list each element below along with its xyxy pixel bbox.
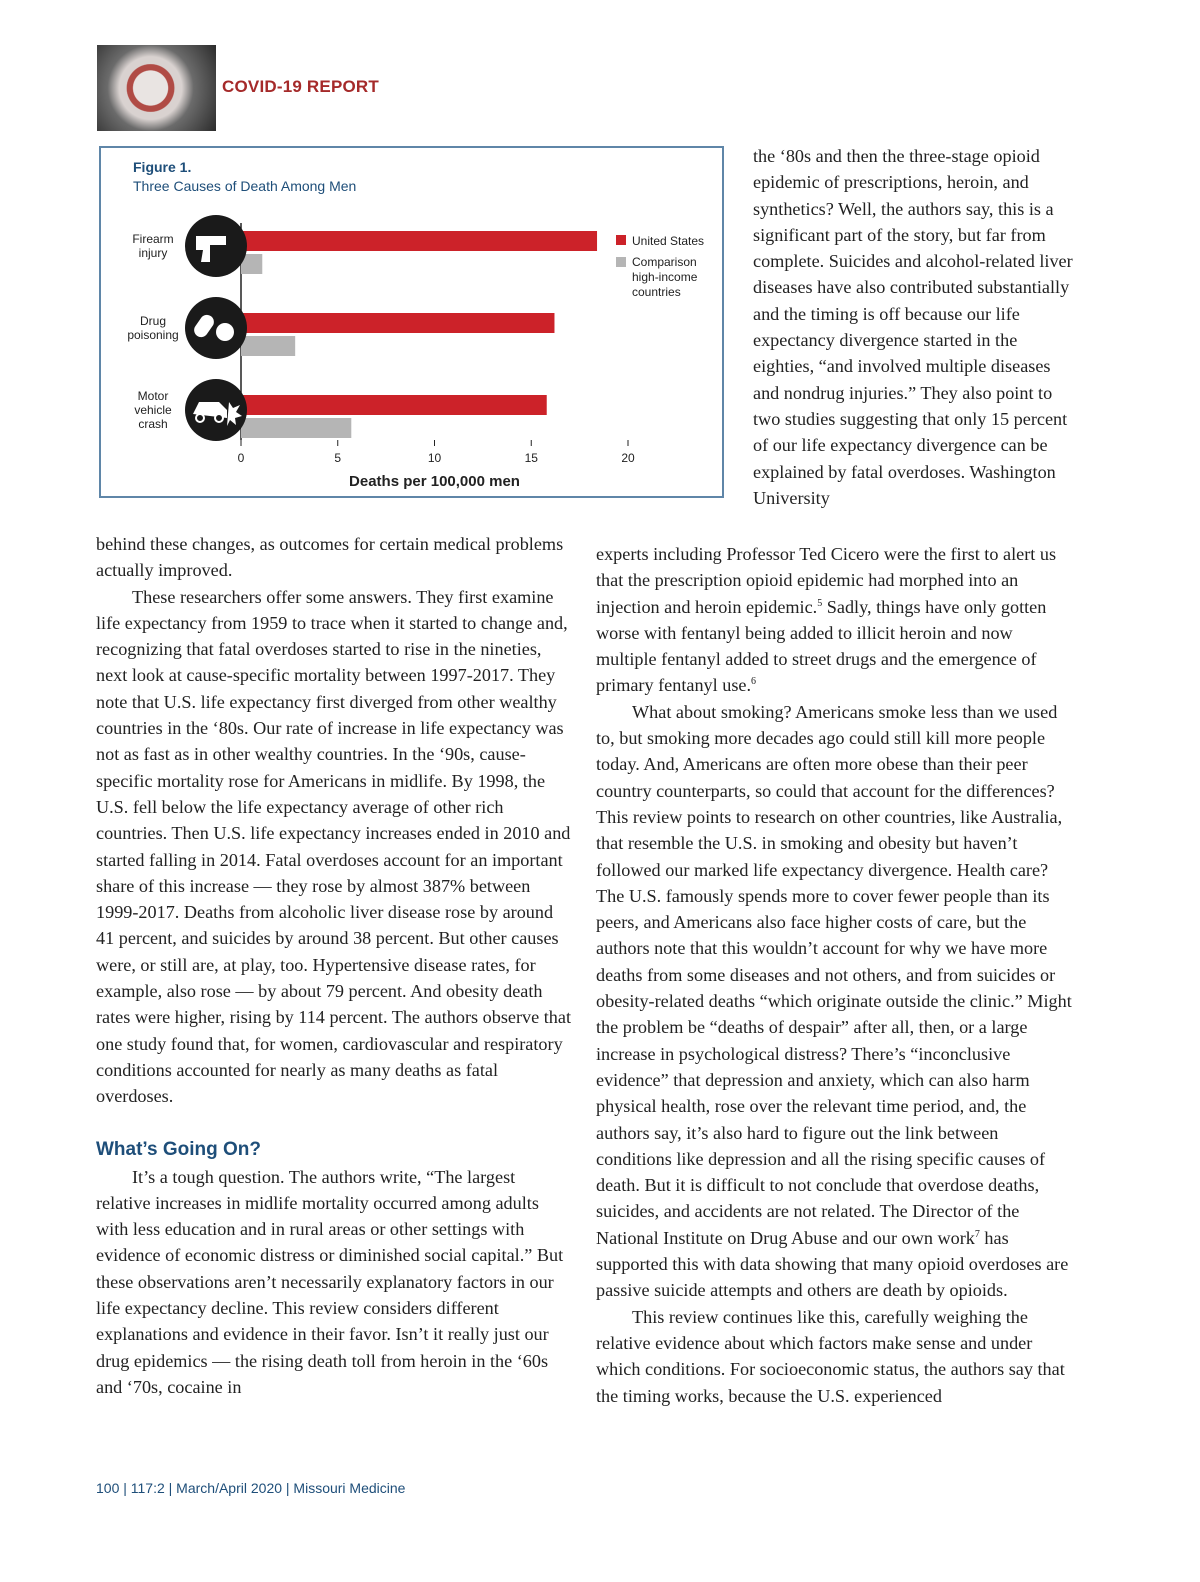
- legend-swatch-comparison: [616, 257, 626, 267]
- pill-glyph: [216, 323, 234, 341]
- x-tick-label: 0: [237, 451, 245, 465]
- paragraph: [596, 699, 1074, 1304]
- legend-label-comparison: Comparison: [632, 255, 697, 269]
- category-label: Drug: [139, 314, 167, 328]
- section-heading: What’s Going On?: [96, 1138, 261, 1160]
- figure-1: [99, 146, 724, 498]
- paragraph: [596, 541, 1074, 699]
- left-column: [96, 531, 573, 1400]
- bar-comparison: [241, 418, 351, 438]
- x-tick-label: 5: [334, 451, 342, 465]
- category-label: injury: [138, 246, 168, 260]
- paragraph-text: Sadly, things have only gotten worse with fentanyl being added to illicit heroin and now multiple fentanyl added to street drugs and the emergence of primary fentanyl use.: [596, 596, 1047, 696]
- paragraph: This review continues like this, carefully weighing the relative evidence about which factors make sense and under which conditions. For socioeconomic status, the authors say that the timing works, because the U.S. experienced: [596, 1306, 1065, 1406]
- bar-us: [241, 313, 554, 333]
- paragraph: These researchers offer some answers. They first examine life expectancy from 1959 to trace when it started to change and, recognizing that fatal overdoses started to rise in the nineties, next look at cause-specific mortality between 1997-2017. They note that U.S. life expectancy first diverged from other wealthy countries in the ‘80s. Our rate of increase in life expectancy was not as fast as in other wealthy countries. In the ‘90s, cause-specific mortality rose for Americans in midlife. By 1998, the U.S. fell below the life expectancy average of other rich countries. Then U.S. life expectancy increases ended in 2010 and started falling in 2014. Fatal overdoses account for an important share of this increase — they rose by almost 387% between 1999-2017. Deaths from alcoholic liver disease rose by around 41 percent, and suicides by around 38 percent. But other causes were, or still are, at play, too. Hypertensive disease rates, for example, also rose — by about 79 percent. And obesity death rates were higher, rising by 114 percent. The authors observe that one study found that, for women, cardiovascular and respiratory conditions accounted for nearly as many deaths as fatal overdoses.: [96, 586, 572, 1107]
- x-axis-label: Deaths per 100,000 men: [349, 473, 520, 490]
- bar-comparison: [241, 336, 295, 356]
- x-tick-label: 15: [524, 451, 538, 465]
- bar-chart: [101, 148, 722, 496]
- paragraph-text: What about smoking? Americans smoke less than we used to, but smoking more decades ago could still kill more people today. And, Americans are often more obese than their peer country counterparts, so could that account for the differences? This review points to research on other countries, like Australia, that resemble the U.S. in smoking and obesity but haven’t followed our marked life expectancy divergence. Health care? The U.S. famously spends more to cover fewer people than its peers, and Americans also face higher costs of care, but the authors note that this wouldn’t account for why we have more deaths from some diseases and not others, and from suicides or obesity-related deaths “which originate outside the clinic.” Might the problem be “deaths of despair” after all, then, or a large increase in psychological distress? There’s “inconclusive evidence” that depression and anxiety, which can also harm physical health, rose over the relevant time period, and, the authors say, it’s also hard to figure out the link between conditions like depression and all the rising specific causes of death. But it is difficult to not conclude that overdose deaths, suicides, and accidents are not related. The Director of the National Institute on Drug Abuse and our own work: [596, 701, 1072, 1248]
- x-tick-label: 20: [621, 451, 635, 465]
- pills-icon: [185, 297, 247, 359]
- bar-us: [241, 395, 547, 415]
- pistol-icon: [185, 215, 247, 277]
- coronavirus-icon: [97, 45, 216, 131]
- category-label: poisoning: [127, 328, 179, 342]
- paragraph: behind these changes, as outcomes for certain medical problems actually improved.: [96, 534, 564, 581]
- paragraph-text: has supported this with data showing that many opioid overdoses are passive suicide attempts and others are death by opioids.: [596, 1227, 1069, 1301]
- right-top-column: [753, 143, 1073, 511]
- paragraph: the ‘80s and then the three-stage opioid epidemic of prescriptions, heroin, and synthetics? Well, the authors say, this is a significant part of the story, but far from complete. Suicides and alcohol-related liver diseases have also contributed substantially and the timing is off because our life expectancy divergence started in the eighties, “and involved multiple diseases and nondrug injuries.” They also point to two studies suggesting that only 15 percent of our life expectancy divergence can be explained by fatal overdoses. Washington University: [753, 146, 1073, 508]
- wheel-glyph: [215, 414, 223, 422]
- reference-6[interactable]: 6: [751, 676, 757, 688]
- reference-5[interactable]: 5: [817, 597, 823, 609]
- category-label: Motor: [137, 389, 169, 403]
- page-footer: 100 | 117:2 | March/April 2020 | Missouri Medicine: [96, 1480, 406, 1496]
- paragraph: It’s a tough question. The authors write, “The largest relative increases in midlife mortality occurred among adults with less education and in rural areas or other settings with evidence of economic distress or diminished social capital.” But these observations aren’t necessarily explanatory factors in our life expectancy decline. This review considers different explanations and evidence in their favor. Isn’t it really just our drug epidemics — the rising death toll from heroin in the ‘60s and ‘70s, cocaine in: [96, 1166, 564, 1397]
- category-label: Firearm: [132, 232, 174, 246]
- bar-us: [241, 231, 597, 251]
- category-label: vehicle: [134, 403, 172, 417]
- legend-label-comparison: countries: [632, 285, 681, 299]
- figure-label: Figure 1.: [133, 159, 192, 175]
- category-label: crash: [138, 417, 168, 431]
- legend-label-comparison: high-income: [632, 270, 698, 284]
- right-column: [596, 541, 1074, 1409]
- report-title: COVID-19 REPORT: [222, 77, 379, 96]
- wheel-glyph: [196, 414, 204, 422]
- x-tick-label: 10: [427, 451, 442, 465]
- legend-swatch-us: [616, 235, 626, 245]
- figure-caption: Three Causes of Death Among Men: [133, 178, 357, 194]
- paragraph-text: experts including Professor Ted Cicero were the first to alert us that the prescription opioid epidemic had morphed into an injection and heroin epidemic.: [596, 544, 1057, 617]
- reference-7[interactable]: 7: [974, 1228, 980, 1240]
- legend-label-us: United States: [632, 234, 705, 248]
